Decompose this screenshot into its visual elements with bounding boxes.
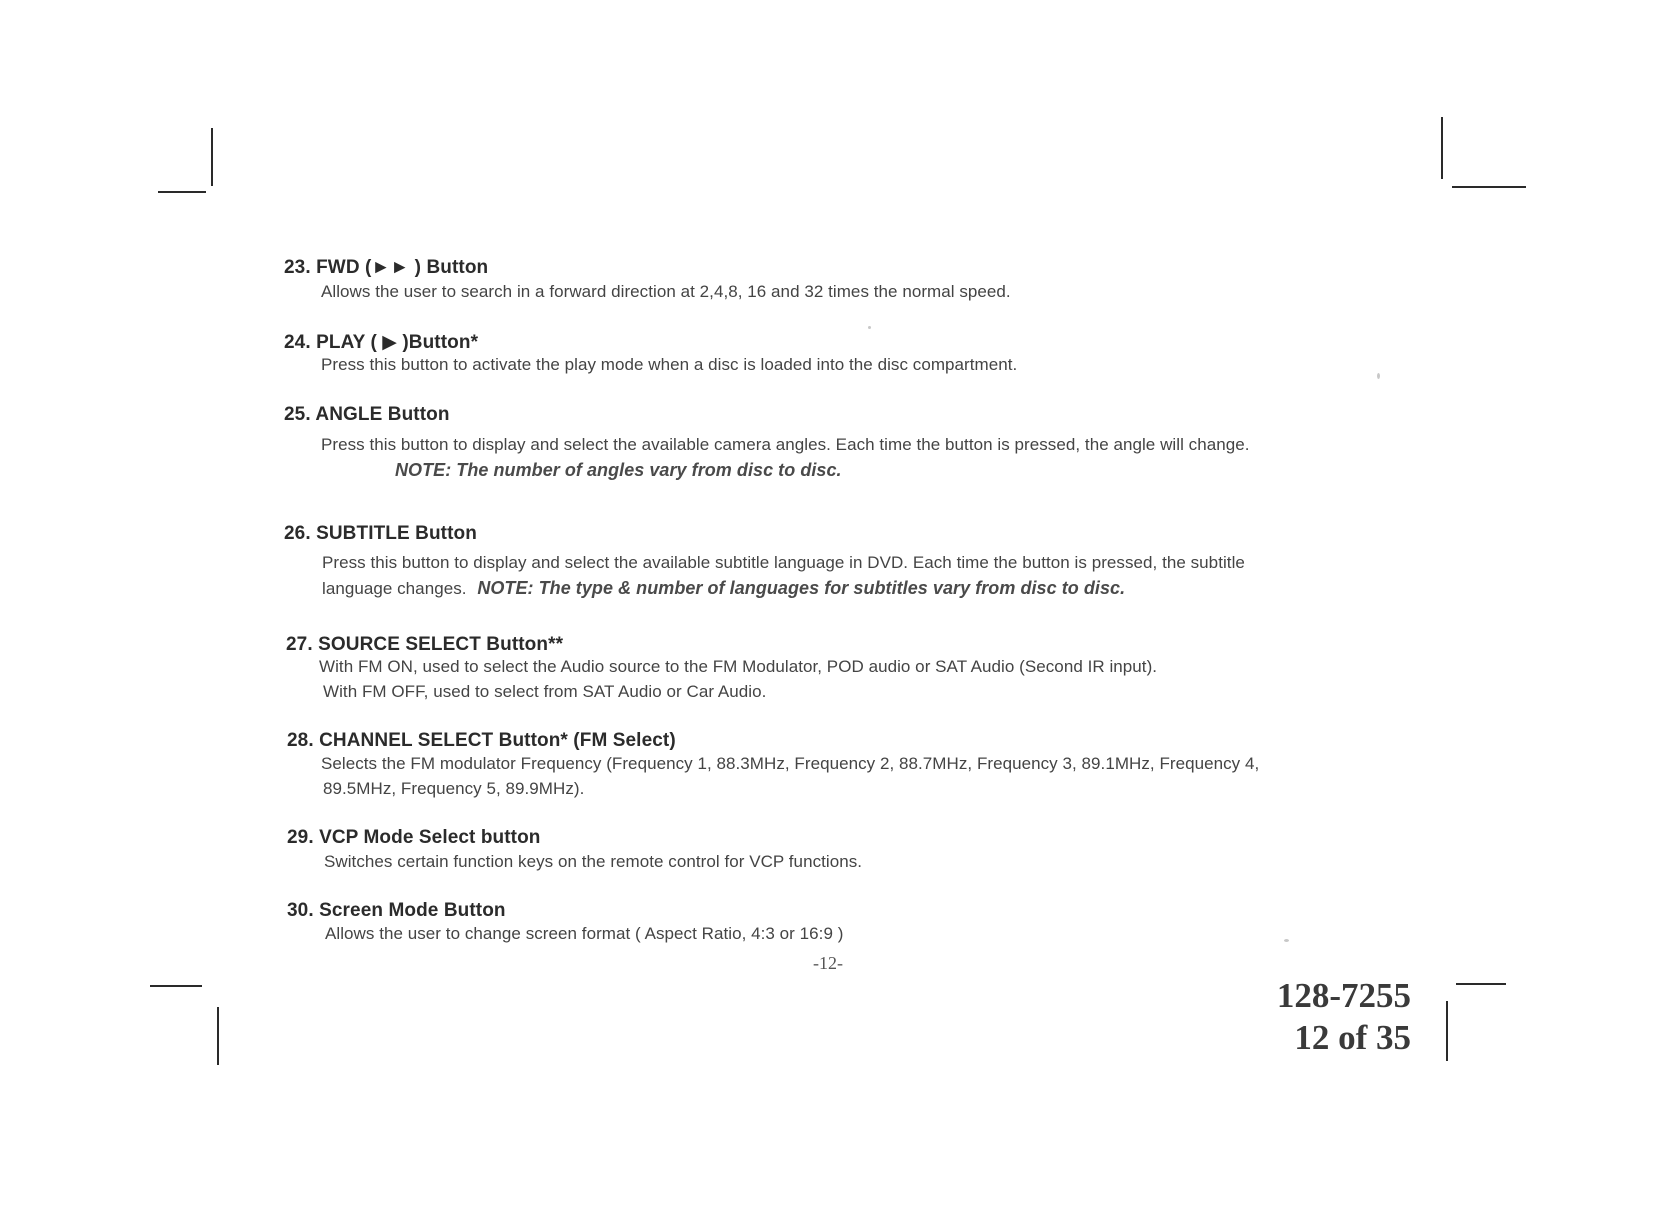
item-30-heading: 30. Screen Mode Button (287, 900, 506, 921)
item-25-note: NOTE: The number of angles vary from disc to disc. (395, 460, 842, 480)
item-28-description-line-1: Selects the FM modulator Frequency (Frequency 1, 88.3MHz, Frequency 2, 88.7MHz, Frequency 3, 89.1MHz, Frequency 4, (321, 754, 1260, 773)
page-of-count: 12 of 35 (1294, 1018, 1411, 1057)
document-number: 128-7255 (1276, 976, 1411, 1015)
item-26-note: NOTE: The type & number of languages for subtitles vary from disc to disc. (477, 578, 1126, 598)
item-25-heading: 25. ANGLE Button (284, 404, 450, 425)
item-26-line2-prefix: language changes. (322, 579, 467, 598)
item-26-description-line-2 (322, 578, 1125, 599)
item-27-description-line-2: With FM OFF, used to select from SAT Audio or Car Audio. (323, 682, 767, 701)
item-29-description: Switches certain function keys on the remote control for VCP functions. (324, 852, 863, 871)
item-26-heading: 26. SUBTITLE Button (284, 523, 477, 544)
scan-speck (1284, 939, 1289, 942)
item-24-heading: 24. PLAY ( ▶ )Button* (284, 332, 479, 353)
item-24-description: Press this button to activate the play mode when a disc is loaded into the disc compartment. (321, 355, 1018, 374)
crop-mark-bottom-left-vertical (217, 1007, 219, 1065)
crop-mark-top-right-vertical (1441, 117, 1443, 179)
item-26-description: Press this button to display and select the available subtitle language in DVD. Each time the button is pressed, the subtitle (322, 553, 1245, 572)
item-27-heading: 27. SOURCE SELECT Button** (286, 634, 564, 655)
item-29-heading: 29. VCP Mode Select button (287, 827, 541, 848)
crop-mark-bottom-left-horizontal (150, 985, 202, 987)
crop-mark-top-right-horizontal (1452, 186, 1526, 188)
crop-mark-bottom-right-vertical (1446, 1001, 1448, 1061)
scan-speck (868, 326, 871, 329)
item-23-description: Allows the user to search in a forward direction at 2,4,8, 16 and 32 times the normal speed. (321, 282, 1011, 301)
crop-mark-top-left-vertical (211, 128, 213, 186)
item-30-description: Allows the user to change screen format ( Aspect Ratio, 4:3 or 16:9 ) (325, 924, 844, 943)
item-28-heading: 28. CHANNEL SELECT Button* (FM Select) (287, 730, 676, 751)
item-28-description-line-2: 89.5MHz, Frequency 5, 89.9MHz). (323, 779, 585, 798)
item-25-description: Press this button to display and select the available camera angles. Each time the button is pressed, the angle will change. (321, 435, 1250, 454)
item-27-description-line-1: With FM ON, used to select the Audio source to the FM Modulator, POD audio or SAT Audio (Second IR input). (319, 657, 1158, 676)
item-23-heading: 23. FWD (►► ) Button (284, 257, 489, 278)
page-number: -12- (813, 953, 843, 973)
crop-mark-bottom-right-horizontal (1456, 983, 1506, 985)
crop-mark-top-left-horizontal (158, 191, 206, 193)
scan-speck (1377, 373, 1380, 379)
